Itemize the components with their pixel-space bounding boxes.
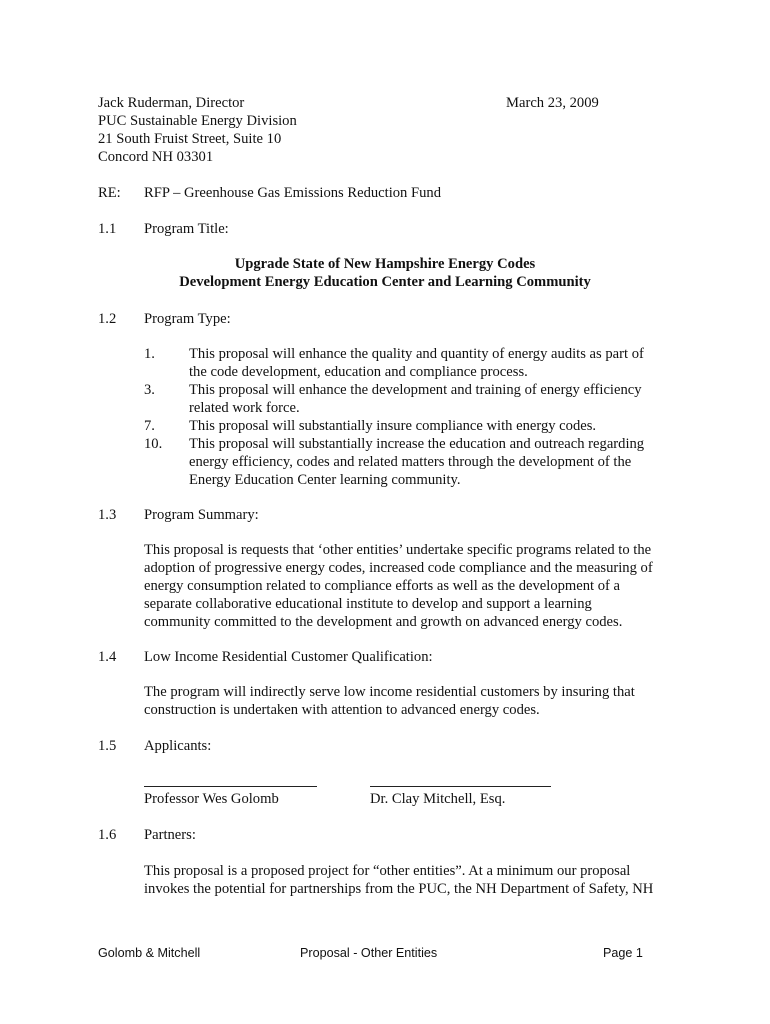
sender-name-title: Jack Ruderman, Director	[98, 95, 245, 111]
applicant-1-name: Professor Wes Golomb	[144, 791, 279, 807]
sender-street: 21 South Fruist Street, Suite 10	[98, 131, 282, 147]
signature-line-applicant-2	[370, 786, 551, 787]
section-1-6-number: 1.6	[98, 827, 117, 843]
section-1-6-heading: Partners:	[144, 827, 196, 843]
partners-paragraph: This proposal is a proposed project for “other entities”. At a minimum our proposal invokes the potential for partnerships from the PUC, the NH Department of Safety, NH	[144, 863, 654, 897]
section-1-2-heading: Program Type:	[144, 311, 231, 327]
low-income-paragraph: The program will indirectly serve low income residential customers by insuring that construction is undertaken with attention to advanced energy codes.	[144, 684, 635, 718]
section-1-2-number: 1.2	[98, 311, 117, 327]
program-title-line-1: Upgrade State of New Hampshire Energy Codes	[234, 256, 536, 272]
section-1-3-number: 1.3	[98, 507, 117, 523]
list-item-number: 10.	[144, 436, 163, 452]
footer-authors: Golomb & Mitchell	[98, 946, 201, 960]
re-label: RE:	[98, 185, 121, 201]
section-1-5-number: 1.5	[98, 738, 117, 754]
footer-title: Proposal - Other Entities	[300, 946, 438, 960]
list-item-text: This proposal will substantially insure compliance with energy codes.	[189, 418, 597, 434]
signature-line-applicant-1	[144, 786, 317, 787]
section-1-1-heading: Program Title:	[144, 221, 229, 237]
list-item-text: This proposal will enhance the quality and quantity of energy audits as part of the code development, education and compliance process.	[189, 346, 644, 380]
list-item-number: 3.	[144, 382, 155, 398]
applicant-2-name: Dr. Clay Mitchell, Esq.	[370, 791, 506, 807]
list-item-text: This proposal will substantially increase the education and outreach regarding energy efficiency, codes and related matters through the development of the Energy Education Center learning community.	[189, 436, 645, 488]
footer-page-number: Page 1	[603, 946, 643, 960]
program-title-line-2: Development Energy Education Center and Learning Community	[179, 274, 591, 290]
section-1-5-heading: Applicants:	[144, 738, 212, 754]
section-1-3-heading: Program Summary:	[144, 507, 259, 523]
list-item-number: 7.	[144, 418, 155, 434]
program-summary-paragraph: This proposal is requests that ‘other entities’ undertake specific programs related to the adoption of progressive energy codes, increased code compliance and the measuring of energy consumption related to compliance efforts as well as the development of a separate collaborative educational institute to develop and support a learning community committed to the development and growth on advanced energy codes.	[144, 542, 653, 630]
sender-organization: PUC Sustainable Energy Division	[98, 113, 297, 129]
list-item-text: This proposal will enhance the development and training of energy efficiency related work force.	[189, 382, 642, 416]
sender-city: Concord NH 03301	[98, 149, 214, 165]
re-subject: RFP – Greenhouse Gas Emissions Reduction Fund	[144, 185, 442, 201]
section-1-1-number: 1.1	[98, 221, 117, 237]
section-1-4-number: 1.4	[98, 649, 117, 665]
section-1-4-heading: Low Income Residential Customer Qualification:	[144, 649, 433, 665]
letter-date: March 23, 2009	[506, 95, 599, 111]
list-item-number: 1.	[144, 346, 155, 362]
